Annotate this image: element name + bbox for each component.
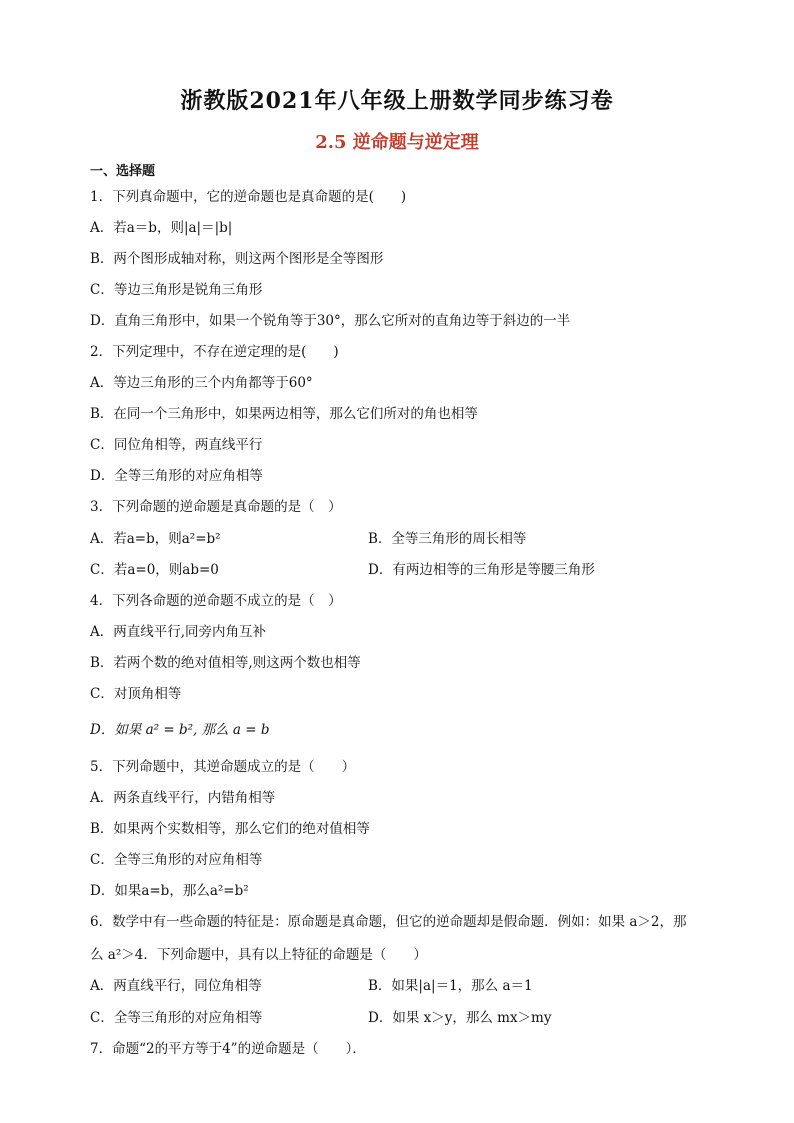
question-2-option-c: C．同位角相等，两直线平行 [90,437,263,453]
question-6-option-c: C．全等三角形的对应角相等 [90,1010,263,1026]
question-4-option-a: A．两直线平行,同旁内角互补 [90,624,267,640]
question-2-stem: 2．下列定理中，不存在逆定理的是( ) [90,344,339,360]
question-6-stem-line-1: 6．数学中有一些命题的特征是：原命题是真命题，但它的逆命题却是假命题．例如：如果 a＞2，那 [90,914,687,930]
question-6-option-a: A．两直线平行，同位角相等 [90,978,262,994]
question-6-stem-line-2: 么 a²＞4．下列命题中，具有以上特征的命题是（ ） [90,947,427,963]
question-6-option-d: D．如果 x＞y，那么 mx＞my [368,1010,552,1026]
question-3-stem: 3．下列命题的逆命题是真命题的是（ ） [90,499,342,515]
question-7-stem: 7．命题“2的平方等于4”的逆命题是（ ）． [90,1041,366,1057]
document-title: 浙教版2021年八年级上册数学同步练习卷 [180,88,614,114]
question-1-option-a: A．若a＝b，则|a|＝|b| [90,220,233,236]
question-3-option-d: D．有两边相等的三角形是等腰三角形 [368,562,595,578]
question-5-option-a: A．两条直线平行，内错角相等 [90,790,276,806]
question-5-stem: 5．下列命题中，其逆命题成立的是（ ） [90,759,356,775]
question-5-option-d: D．如果a=b，那么a²=b² [90,883,249,899]
question-3-option-c: C．若a=0，则ab=0 [90,562,219,578]
question-2-option-d: D．全等三角形的对应角相等 [90,468,263,484]
question-6-option-b: B．如果|a|＝1，那么 a＝1 [368,978,533,994]
question-2-option-a: A．等边三角形的三个内角都等于60° [90,375,313,391]
question-3-option-b: B．全等三角形的周长相等 [368,531,527,547]
question-5-option-b: B．如果两个实数相等，那么它们的绝对值相等 [90,821,370,837]
question-1-option-c: C．等边三角形是锐角三角形 [90,282,263,298]
question-2-option-b: B．在同一个三角形中，如果两边相等，那么它们所对的角也相等 [90,406,478,422]
question-3-option-a: A．若a=b，则a²=b² [90,531,221,547]
question-4-stem: 4．下列各命题的逆命题不成立的是（ ） [90,593,342,609]
question-1-stem: 1．下列真命题中，它的逆命题也是真命题的是( ) [90,189,407,205]
section-heading: 一、选择题 [90,164,156,179]
question-5-option-c: C．全等三角形的对应角相等 [90,852,263,868]
question-4-option-b: B．若两个数的绝对值相等,则这两个数也相等 [90,655,361,671]
question-4-option-d: D．如果 a² = b², 那么 a = b [90,722,270,738]
question-4-option-c: C．对顶角相等 [90,686,182,702]
section-subtitle: 2.5 逆命题与逆定理 [315,132,479,153]
question-1-option-d: D．直角三角形中，如果一个锐角等于30°，那么它所对的直角边等于斜边的一半 [90,313,571,329]
question-1-option-b: B．两个图形成轴对称，则这两个图形是全等图形 [90,251,384,267]
